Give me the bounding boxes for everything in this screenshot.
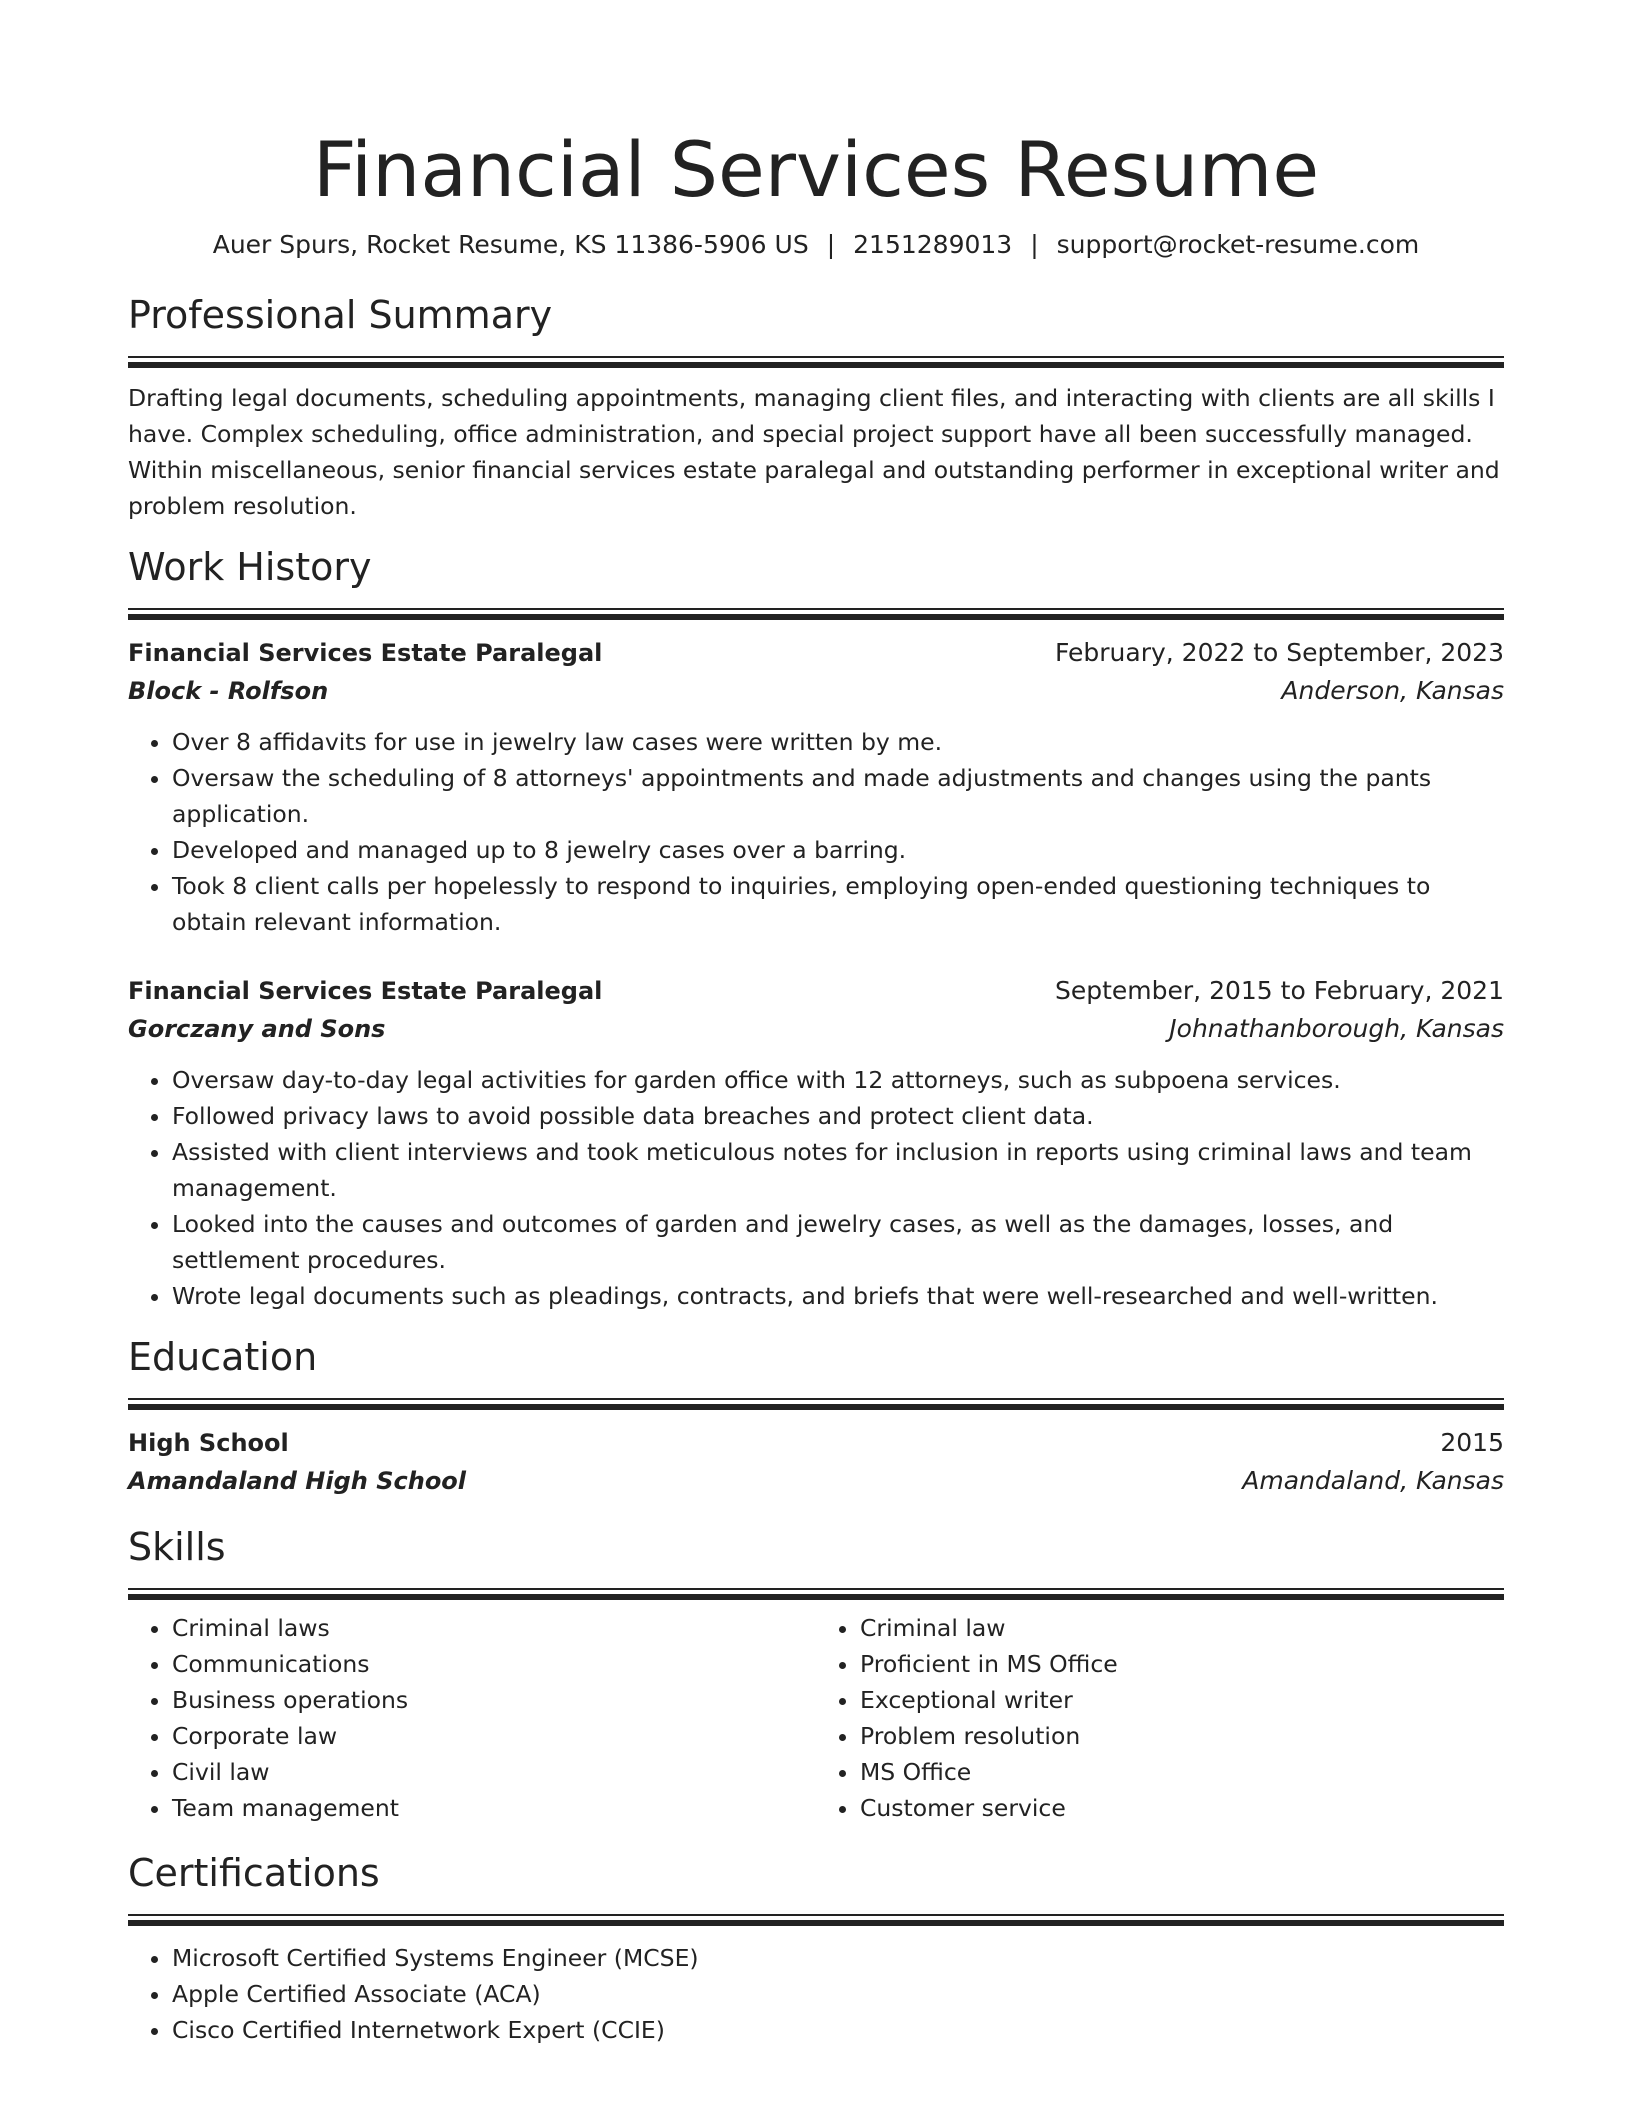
contact-separator: | — [1030, 230, 1039, 259]
education-location: Amandaland, Kansas — [1242, 1466, 1504, 1495]
education-degree: High School — [128, 1429, 289, 1457]
contact-separator: | — [826, 230, 836, 259]
education-section — [128, 1332, 1504, 1500]
job-dates: February, 2022 to September, 2023 — [1055, 638, 1504, 667]
section-divider — [128, 356, 1504, 368]
section-heading: Certifications — [128, 1851, 380, 1895]
list-item: • Exceptional writer — [860, 1682, 1504, 1718]
job-company: Block - Rolfson — [128, 677, 329, 705]
list-item: • Wrote legal documents such as pleadings, contracts, and briefs that were well-researched and well-written. — [172, 1278, 1504, 1314]
skills-grid — [128, 1610, 1504, 1826]
list-item: • Over 8 affidavits for use in jewelry law cases were written by me. — [172, 724, 1504, 760]
job-subheader — [128, 672, 1504, 710]
list-item: • Oversaw day-to-day legal activities for garden office with 12 attorneys, such as subpoena services. — [172, 1062, 1504, 1098]
contact-address: Auer Spurs, Rocket Resume, KS 11386-5906 US — [212, 230, 809, 259]
job-entry — [128, 972, 1504, 1314]
list-item: • MS Office — [860, 1754, 1504, 1790]
job-location: Anderson, Kansas — [1281, 676, 1504, 705]
list-item: • Assisted with client interviews and took meticulous notes for inclusion in reports using criminal laws and team management. — [172, 1134, 1504, 1206]
education-header — [128, 1424, 1504, 1462]
job-bullets — [128, 724, 1504, 940]
job-subheader — [128, 1010, 1504, 1048]
section-divider — [128, 1588, 1504, 1600]
list-item: • Customer service — [860, 1790, 1504, 1826]
job-title: Financial Services Estate Paralegal — [128, 977, 603, 1005]
list-item: • Corporate law — [172, 1718, 816, 1754]
list-item: • Followed privacy laws to avoid possible data breaches and protect client data. — [172, 1098, 1504, 1134]
section-heading: Skills — [128, 1525, 226, 1569]
job-entry — [128, 634, 1504, 940]
contact-line — [128, 228, 1504, 262]
education-entry — [128, 1424, 1504, 1500]
list-item: • Business operations — [172, 1682, 816, 1718]
list-item: • Team management — [172, 1790, 816, 1826]
list-item: • Apple Certified Associate (ACA) — [172, 1976, 1504, 2012]
list-item: • Communications — [172, 1646, 816, 1682]
skills-list-right — [816, 1610, 1504, 1826]
section-heading: Professional Summary — [128, 293, 553, 337]
education-year: 2015 — [1440, 1428, 1504, 1457]
list-item: • Microsoft Certified Systems Engineer (MCSE) — [172, 1940, 1504, 1976]
education-school: Amandaland High School — [128, 1467, 467, 1495]
job-title: Financial Services Estate Paralegal — [128, 639, 603, 667]
list-item: • Oversaw the scheduling of 8 attorneys' appointments and made adjustments and changes using the pants application. — [172, 760, 1504, 832]
job-dates: September, 2015 to February, 2021 — [1055, 976, 1504, 1005]
section-divider — [128, 1398, 1504, 1410]
list-item: • Problem resolution — [860, 1718, 1504, 1754]
resume-title: Financial Services Resume — [312, 125, 1320, 214]
section-divider — [128, 1914, 1504, 1926]
contact-phone: 2151289013 — [853, 230, 1013, 259]
skills-section — [128, 1522, 1504, 1826]
list-item: • Cisco Certified Internetwork Expert (CCIE) — [172, 2012, 1504, 2048]
certifications-list — [128, 1940, 1504, 2048]
section-divider — [128, 608, 1504, 620]
skills-list-left — [128, 1610, 816, 1826]
summary-section — [128, 290, 1504, 524]
section-heading: Education — [128, 1335, 318, 1379]
list-item: • Civil law — [172, 1754, 816, 1790]
list-item: • Developed and managed up to 8 jewelry cases over a barring. — [172, 832, 1504, 868]
job-header — [128, 972, 1504, 1010]
certifications-section — [128, 1848, 1504, 2048]
resume-page — [128, 0, 1504, 2048]
summary-text: Drafting legal documents, scheduling appointments, managing client files, and interacting with clients are all skills I have. Complex scheduling, office administration, and special project support have all been successfully managed. Within miscellaneous, senior financial services estate paralegal and outstanding performer in exceptional writer and problem resolution. — [128, 384, 1500, 520]
job-header — [128, 634, 1504, 672]
work-history-section — [128, 542, 1504, 1314]
education-subheader — [128, 1462, 1504, 1500]
list-item: • Criminal law — [860, 1610, 1504, 1646]
list-item: • Criminal laws — [172, 1610, 816, 1646]
job-company: Gorczany and Sons — [128, 1015, 386, 1043]
list-item: • Proficient in MS Office — [860, 1646, 1504, 1682]
contact-email[interactable]: support@rocket-resume.com — [1056, 230, 1420, 259]
job-location: Johnathanborough, Kansas — [1169, 1014, 1504, 1043]
section-heading: Work History — [128, 545, 372, 589]
list-item: • Looked into the causes and outcomes of garden and jewelry cases, as well as the damages, losses, and settlement procedures. — [172, 1206, 1504, 1278]
list-item: • Took 8 client calls per hopelessly to respond to inquiries, employing open-ended questioning techniques to obtain relevant information. — [172, 868, 1504, 940]
job-bullets — [128, 1062, 1504, 1314]
